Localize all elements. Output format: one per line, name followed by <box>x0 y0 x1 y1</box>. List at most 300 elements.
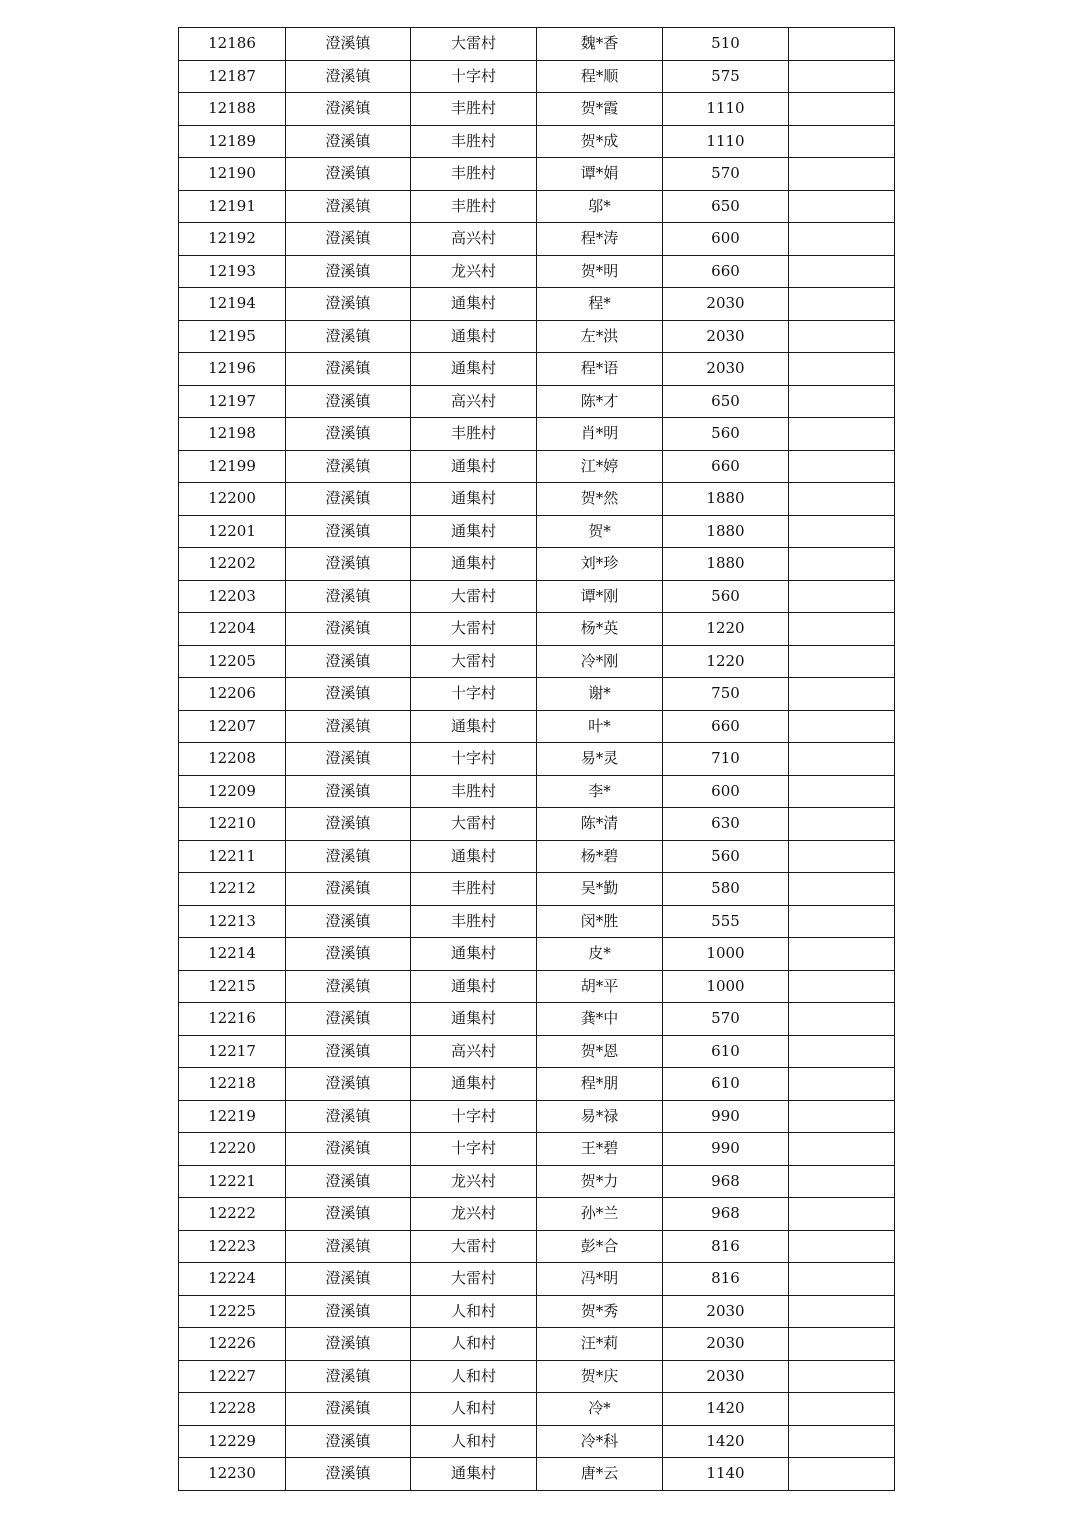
amount-cell: 710 <box>663 743 789 776</box>
amount-cell: 990 <box>663 1100 789 1133</box>
remark-cell <box>789 418 895 451</box>
town-cell: 澄溪镇 <box>286 678 411 711</box>
amount-cell: 1110 <box>663 125 789 158</box>
table-row <box>179 645 895 678</box>
remark-cell <box>789 288 895 321</box>
amount-cell: 1420 <box>663 1393 789 1426</box>
table-row <box>179 320 895 353</box>
table-row <box>179 190 895 223</box>
table-row <box>179 93 895 126</box>
serial-number-cell: 12193 <box>179 255 286 288</box>
village-cell: 人和村 <box>411 1295 537 1328</box>
name-cell: 谢* <box>537 678 663 711</box>
remark-cell <box>789 1133 895 1166</box>
name-cell: 贺*恩 <box>537 1035 663 1068</box>
town-cell: 澄溪镇 <box>286 288 411 321</box>
serial-number-cell: 12217 <box>179 1035 286 1068</box>
village-cell: 丰胜村 <box>411 873 537 906</box>
town-cell: 澄溪镇 <box>286 970 411 1003</box>
amount-cell: 660 <box>663 450 789 483</box>
amount-cell: 575 <box>663 60 789 93</box>
amount-cell: 610 <box>663 1068 789 1101</box>
remark-cell <box>789 255 895 288</box>
village-cell: 龙兴村 <box>411 255 537 288</box>
amount-cell: 570 <box>663 158 789 191</box>
remark-cell <box>789 775 895 808</box>
name-cell: 谭*娟 <box>537 158 663 191</box>
amount-cell: 660 <box>663 710 789 743</box>
remark-cell <box>789 125 895 158</box>
town-cell: 澄溪镇 <box>286 60 411 93</box>
town-cell: 澄溪镇 <box>286 1198 411 1231</box>
town-cell: 澄溪镇 <box>286 580 411 613</box>
name-cell: 陈*清 <box>537 808 663 841</box>
table-row <box>179 450 895 483</box>
serial-number-cell: 12209 <box>179 775 286 808</box>
serial-number-cell: 12195 <box>179 320 286 353</box>
remark-cell <box>789 1068 895 1101</box>
village-cell: 大雷村 <box>411 613 537 646</box>
name-cell: 程*朋 <box>537 1068 663 1101</box>
table-row <box>179 613 895 646</box>
name-cell: 皮* <box>537 938 663 971</box>
table-row <box>179 1393 895 1426</box>
name-cell: 杨*英 <box>537 613 663 646</box>
serial-number-cell: 12206 <box>179 678 286 711</box>
remark-cell <box>789 1458 895 1491</box>
serial-number-cell: 12224 <box>179 1263 286 1296</box>
town-cell: 澄溪镇 <box>286 710 411 743</box>
town-cell: 澄溪镇 <box>286 353 411 386</box>
table-row <box>179 1003 895 1036</box>
table-row <box>179 580 895 613</box>
remark-cell <box>789 483 895 516</box>
village-cell: 丰胜村 <box>411 418 537 451</box>
table-row <box>179 808 895 841</box>
name-cell: 龚*中 <box>537 1003 663 1036</box>
table-row <box>179 1068 895 1101</box>
village-cell: 大雷村 <box>411 808 537 841</box>
table-row <box>179 1295 895 1328</box>
serial-number-cell: 12215 <box>179 970 286 1003</box>
town-cell: 澄溪镇 <box>286 1458 411 1491</box>
village-cell: 十字村 <box>411 1100 537 1133</box>
village-cell: 丰胜村 <box>411 93 537 126</box>
serial-number-cell: 12200 <box>179 483 286 516</box>
town-cell: 澄溪镇 <box>286 483 411 516</box>
name-cell: 易*禄 <box>537 1100 663 1133</box>
remark-cell <box>789 223 895 256</box>
name-cell: 冷*科 <box>537 1425 663 1458</box>
village-cell: 龙兴村 <box>411 1165 537 1198</box>
town-cell: 澄溪镇 <box>286 938 411 971</box>
remark-cell <box>789 1198 895 1231</box>
table-row <box>179 743 895 776</box>
serial-number-cell: 12212 <box>179 873 286 906</box>
remark-cell <box>789 970 895 1003</box>
village-cell: 高兴村 <box>411 1035 537 1068</box>
town-cell: 澄溪镇 <box>286 1100 411 1133</box>
serial-number-cell: 12186 <box>179 28 286 61</box>
remark-cell <box>789 743 895 776</box>
serial-number-cell: 12204 <box>179 613 286 646</box>
amount-cell: 650 <box>663 385 789 418</box>
table-row <box>179 353 895 386</box>
village-cell: 通集村 <box>411 938 537 971</box>
name-cell: 汪*莉 <box>537 1328 663 1361</box>
town-cell: 澄溪镇 <box>286 905 411 938</box>
village-cell: 通集村 <box>411 320 537 353</box>
village-cell: 通集村 <box>411 353 537 386</box>
serial-number-cell: 12219 <box>179 1100 286 1133</box>
name-cell: 陈*才 <box>537 385 663 418</box>
table-row <box>179 678 895 711</box>
serial-number-cell: 12192 <box>179 223 286 256</box>
village-cell: 通集村 <box>411 548 537 581</box>
amount-cell: 1420 <box>663 1425 789 1458</box>
amount-cell: 1880 <box>663 548 789 581</box>
amount-cell: 2030 <box>663 353 789 386</box>
amount-cell: 1220 <box>663 645 789 678</box>
serial-number-cell: 12226 <box>179 1328 286 1361</box>
town-cell: 澄溪镇 <box>286 1328 411 1361</box>
remark-cell <box>789 1393 895 1426</box>
name-cell: 贺*力 <box>537 1165 663 1198</box>
remark-cell <box>789 320 895 353</box>
serial-number-cell: 12190 <box>179 158 286 191</box>
amount-cell: 750 <box>663 678 789 711</box>
amount-cell: 1880 <box>663 483 789 516</box>
serial-number-cell: 12188 <box>179 93 286 126</box>
village-cell: 通集村 <box>411 1458 537 1491</box>
name-cell: 贺*然 <box>537 483 663 516</box>
table-row <box>179 125 895 158</box>
name-cell: 贺*庆 <box>537 1360 663 1393</box>
amount-cell: 570 <box>663 1003 789 1036</box>
name-cell: 李* <box>537 775 663 808</box>
roster-table <box>178 27 895 1491</box>
remark-cell <box>789 1360 895 1393</box>
serial-number-cell: 12214 <box>179 938 286 971</box>
village-cell: 高兴村 <box>411 223 537 256</box>
village-cell: 大雷村 <box>411 580 537 613</box>
town-cell: 澄溪镇 <box>286 255 411 288</box>
amount-cell: 580 <box>663 873 789 906</box>
table-row <box>179 548 895 581</box>
town-cell: 澄溪镇 <box>286 450 411 483</box>
table-row <box>179 1263 895 1296</box>
town-cell: 澄溪镇 <box>286 1263 411 1296</box>
table-row <box>179 1100 895 1133</box>
remark-cell <box>789 1328 895 1361</box>
village-cell: 十字村 <box>411 1133 537 1166</box>
remark-cell <box>789 1263 895 1296</box>
amount-cell: 816 <box>663 1263 789 1296</box>
name-cell: 程*顺 <box>537 60 663 93</box>
village-cell: 通集村 <box>411 840 537 873</box>
name-cell: 程* <box>537 288 663 321</box>
amount-cell: 1000 <box>663 938 789 971</box>
serial-number-cell: 12227 <box>179 1360 286 1393</box>
remark-cell <box>789 873 895 906</box>
serial-number-cell: 12213 <box>179 905 286 938</box>
roster-table-body <box>179 28 895 1491</box>
amount-cell: 2030 <box>663 1360 789 1393</box>
remark-cell <box>789 353 895 386</box>
remark-cell <box>789 385 895 418</box>
amount-cell: 1220 <box>663 613 789 646</box>
name-cell: 刘*珍 <box>537 548 663 581</box>
table-row <box>179 938 895 971</box>
serial-number-cell: 12228 <box>179 1393 286 1426</box>
remark-cell <box>789 1003 895 1036</box>
town-cell: 澄溪镇 <box>286 1133 411 1166</box>
table-row <box>179 28 895 61</box>
amount-cell: 1880 <box>663 515 789 548</box>
village-cell: 大雷村 <box>411 1263 537 1296</box>
serial-number-cell: 12191 <box>179 190 286 223</box>
village-cell: 大雷村 <box>411 28 537 61</box>
village-cell: 大雷村 <box>411 645 537 678</box>
name-cell: 肖*明 <box>537 418 663 451</box>
serial-number-cell: 12197 <box>179 385 286 418</box>
town-cell: 澄溪镇 <box>286 808 411 841</box>
town-cell: 澄溪镇 <box>286 775 411 808</box>
table-row <box>179 1230 895 1263</box>
village-cell: 丰胜村 <box>411 190 537 223</box>
remark-cell <box>789 28 895 61</box>
remark-cell <box>789 60 895 93</box>
town-cell: 澄溪镇 <box>286 1035 411 1068</box>
serial-number-cell: 12218 <box>179 1068 286 1101</box>
name-cell: 叶* <box>537 710 663 743</box>
village-cell: 通集村 <box>411 483 537 516</box>
town-cell: 澄溪镇 <box>286 840 411 873</box>
amount-cell: 1140 <box>663 1458 789 1491</box>
name-cell: 谭*刚 <box>537 580 663 613</box>
serial-number-cell: 12205 <box>179 645 286 678</box>
amount-cell: 2030 <box>663 288 789 321</box>
name-cell: 贺*明 <box>537 255 663 288</box>
remark-cell <box>789 515 895 548</box>
amount-cell: 990 <box>663 1133 789 1166</box>
table-row <box>179 905 895 938</box>
village-cell: 丰胜村 <box>411 905 537 938</box>
village-cell: 通集村 <box>411 710 537 743</box>
amount-cell: 650 <box>663 190 789 223</box>
village-cell: 通集村 <box>411 1003 537 1036</box>
town-cell: 澄溪镇 <box>286 158 411 191</box>
name-cell: 程*语 <box>537 353 663 386</box>
table-row <box>179 418 895 451</box>
remark-cell <box>789 710 895 743</box>
table-row <box>179 288 895 321</box>
name-cell: 贺*秀 <box>537 1295 663 1328</box>
village-cell: 通集村 <box>411 450 537 483</box>
serial-number-cell: 12208 <box>179 743 286 776</box>
town-cell: 澄溪镇 <box>286 1068 411 1101</box>
name-cell: 程*涛 <box>537 223 663 256</box>
name-cell: 邬* <box>537 190 663 223</box>
village-cell: 十字村 <box>411 743 537 776</box>
amount-cell: 630 <box>663 808 789 841</box>
remark-cell <box>789 190 895 223</box>
village-cell: 高兴村 <box>411 385 537 418</box>
remark-cell <box>789 548 895 581</box>
name-cell: 胡*平 <box>537 970 663 1003</box>
remark-cell <box>789 158 895 191</box>
serial-number-cell: 12187 <box>179 60 286 93</box>
table-row <box>179 60 895 93</box>
amount-cell: 2030 <box>663 320 789 353</box>
amount-cell: 610 <box>663 1035 789 1068</box>
name-cell: 彭*合 <box>537 1230 663 1263</box>
table-row <box>179 1328 895 1361</box>
village-cell: 人和村 <box>411 1393 537 1426</box>
serial-number-cell: 12207 <box>179 710 286 743</box>
town-cell: 澄溪镇 <box>286 93 411 126</box>
town-cell: 澄溪镇 <box>286 1393 411 1426</box>
serial-number-cell: 12229 <box>179 1425 286 1458</box>
serial-number-cell: 12199 <box>179 450 286 483</box>
village-cell: 通集村 <box>411 515 537 548</box>
village-cell: 丰胜村 <box>411 125 537 158</box>
village-cell: 通集村 <box>411 970 537 1003</box>
remark-cell <box>789 1165 895 1198</box>
serial-number-cell: 12203 <box>179 580 286 613</box>
village-cell: 通集村 <box>411 288 537 321</box>
serial-number-cell: 12223 <box>179 1230 286 1263</box>
table-row <box>179 873 895 906</box>
remark-cell <box>789 808 895 841</box>
serial-number-cell: 12196 <box>179 353 286 386</box>
table-row <box>179 1165 895 1198</box>
amount-cell: 2030 <box>663 1328 789 1361</box>
table-row <box>179 840 895 873</box>
serial-number-cell: 12230 <box>179 1458 286 1491</box>
serial-number-cell: 12216 <box>179 1003 286 1036</box>
name-cell: 吴*勤 <box>537 873 663 906</box>
serial-number-cell: 12198 <box>179 418 286 451</box>
name-cell: 贺*霞 <box>537 93 663 126</box>
table-row <box>179 775 895 808</box>
town-cell: 澄溪镇 <box>286 223 411 256</box>
table-row <box>179 1458 895 1491</box>
table-row <box>179 710 895 743</box>
serial-number-cell: 12211 <box>179 840 286 873</box>
serial-number-cell: 12210 <box>179 808 286 841</box>
amount-cell: 600 <box>663 223 789 256</box>
town-cell: 澄溪镇 <box>286 515 411 548</box>
town-cell: 澄溪镇 <box>286 1425 411 1458</box>
amount-cell: 600 <box>663 775 789 808</box>
remark-cell <box>789 450 895 483</box>
name-cell: 王*碧 <box>537 1133 663 1166</box>
town-cell: 澄溪镇 <box>286 873 411 906</box>
town-cell: 澄溪镇 <box>286 418 411 451</box>
remark-cell <box>789 1230 895 1263</box>
remark-cell <box>789 1425 895 1458</box>
serial-number-cell: 12221 <box>179 1165 286 1198</box>
table-row <box>179 970 895 1003</box>
amount-cell: 510 <box>663 28 789 61</box>
amount-cell: 660 <box>663 255 789 288</box>
village-cell: 人和村 <box>411 1328 537 1361</box>
village-cell: 龙兴村 <box>411 1198 537 1231</box>
name-cell: 魏*香 <box>537 28 663 61</box>
town-cell: 澄溪镇 <box>286 385 411 418</box>
table-row <box>179 1425 895 1458</box>
name-cell: 江*婷 <box>537 450 663 483</box>
amount-cell: 1110 <box>663 93 789 126</box>
table-row <box>179 1198 895 1231</box>
table-row <box>179 385 895 418</box>
amount-cell: 2030 <box>663 1295 789 1328</box>
village-cell: 通集村 <box>411 1068 537 1101</box>
name-cell: 易*灵 <box>537 743 663 776</box>
town-cell: 澄溪镇 <box>286 1295 411 1328</box>
remark-cell <box>789 840 895 873</box>
village-cell: 大雷村 <box>411 1230 537 1263</box>
table-row <box>179 158 895 191</box>
serial-number-cell: 12202 <box>179 548 286 581</box>
town-cell: 澄溪镇 <box>286 1003 411 1036</box>
amount-cell: 816 <box>663 1230 789 1263</box>
village-cell: 丰胜村 <box>411 775 537 808</box>
remark-cell <box>789 1100 895 1133</box>
name-cell: 唐*云 <box>537 1458 663 1491</box>
name-cell: 孙*兰 <box>537 1198 663 1231</box>
serial-number-cell: 12189 <box>179 125 286 158</box>
amount-cell: 968 <box>663 1198 789 1231</box>
remark-cell <box>789 905 895 938</box>
town-cell: 澄溪镇 <box>286 743 411 776</box>
town-cell: 澄溪镇 <box>286 125 411 158</box>
amount-cell: 560 <box>663 580 789 613</box>
serial-number-cell: 12222 <box>179 1198 286 1231</box>
town-cell: 澄溪镇 <box>286 320 411 353</box>
amount-cell: 560 <box>663 418 789 451</box>
remark-cell <box>789 1295 895 1328</box>
remark-cell <box>789 580 895 613</box>
remark-cell <box>789 938 895 971</box>
name-cell: 闵*胜 <box>537 905 663 938</box>
remark-cell <box>789 1035 895 1068</box>
remark-cell <box>789 645 895 678</box>
table-row <box>179 1133 895 1166</box>
table-row <box>179 515 895 548</box>
town-cell: 澄溪镇 <box>286 1360 411 1393</box>
village-cell: 人和村 <box>411 1425 537 1458</box>
serial-number-cell: 12201 <box>179 515 286 548</box>
serial-number-cell: 12194 <box>179 288 286 321</box>
town-cell: 澄溪镇 <box>286 1230 411 1263</box>
amount-cell: 560 <box>663 840 789 873</box>
village-cell: 十字村 <box>411 678 537 711</box>
remark-cell <box>789 613 895 646</box>
table-row <box>179 223 895 256</box>
name-cell: 杨*碧 <box>537 840 663 873</box>
table-row <box>179 255 895 288</box>
village-cell: 丰胜村 <box>411 158 537 191</box>
town-cell: 澄溪镇 <box>286 28 411 61</box>
amount-cell: 968 <box>663 1165 789 1198</box>
name-cell: 冯*明 <box>537 1263 663 1296</box>
remark-cell <box>789 678 895 711</box>
town-cell: 澄溪镇 <box>286 190 411 223</box>
serial-number-cell: 12220 <box>179 1133 286 1166</box>
village-cell: 十字村 <box>411 60 537 93</box>
